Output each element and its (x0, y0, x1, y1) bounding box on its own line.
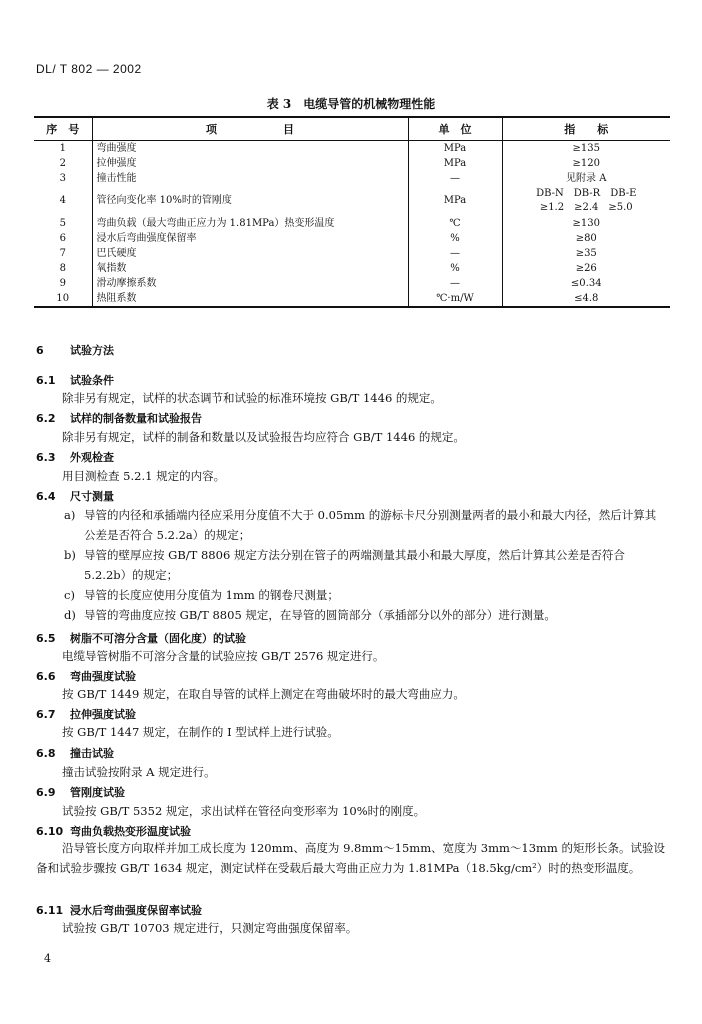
list-item (64, 605, 664, 625)
section-number: 6.8 (36, 747, 56, 760)
cell-no: 10 (34, 291, 92, 307)
section-title: 撞击试验 (70, 747, 114, 760)
cell-no: 2 (59, 158, 66, 169)
list-marker: a) (64, 508, 76, 522)
section-title: 试样的制备数量和试验报告 (70, 412, 202, 425)
section-6-5-heading (36, 630, 246, 646)
cell-item: 巴氏硬度 (92, 246, 408, 261)
table-row (34, 156, 670, 171)
section-6-2-heading (36, 410, 202, 426)
cell-unit: MPa (408, 141, 502, 157)
cell-no: 1 (59, 143, 66, 154)
cell-no: 4 (59, 195, 66, 206)
table-header-row (34, 117, 670, 141)
cell-spec: ≥26 (502, 261, 670, 276)
cell-spec: ≥120 (502, 156, 670, 171)
cell-unit: MPa (408, 186, 502, 216)
section-title: 弯曲强度试验 (70, 670, 136, 683)
section-number: 6.6 (36, 670, 56, 683)
section-title: 树脂不可溶分含量（固化度）的试验 (70, 632, 246, 645)
section-6-10-heading (36, 823, 191, 839)
section-title: 浸水后弯曲强度保留率试验 (70, 904, 202, 917)
list-marker: b) (64, 548, 76, 562)
table-row (34, 261, 670, 276)
section-number: 6.11 (36, 904, 64, 917)
cell-unit: — (408, 246, 502, 261)
header-spec: 指 标 (502, 117, 670, 141)
cell-no: 7 (59, 248, 66, 259)
list-marker: c) (64, 588, 75, 602)
cell-spec (502, 186, 670, 216)
cell-spec: ≤4.8 (502, 291, 670, 307)
section-6-4-heading (36, 488, 114, 504)
section-title: 拉伸强度试验 (70, 708, 136, 721)
cell-spec: ≥135 (502, 141, 670, 157)
section-number: 6.9 (36, 786, 56, 799)
section-6-11-heading (36, 902, 202, 918)
spec-values: ≥1.2 ≥2.4 ≥5.0 (539, 202, 633, 213)
page-number: 4 (44, 952, 51, 965)
section-title: 外观检查 (70, 451, 114, 464)
cell-unit: ℃·m/W (408, 291, 502, 307)
section-number: 6.3 (36, 451, 56, 464)
section-6-2-text: 除非另有规定，试样的制备和数量以及试验报告均应符合 GB/T 1446 的规定。 (62, 430, 465, 444)
table-row (34, 216, 670, 231)
section-6-11-text: 试验按 GB/T 10703 规定进行，只测定弯曲强度保留率。 (62, 921, 358, 935)
section-6-10-text: 沿导管长度方向取样并加工成长度为 120mm、高度为 9.8mm～15mm、宽度为 3mm～13mm 的矩形长条。试验设备和试验步骤按 GB/T 1634 规定，测定试样在受载后最大弯曲正应力为 1.81MPa（18.5kg/cm²）时的热变形温度。 (36, 841, 665, 875)
section-6-9-text: 试验按 GB/T 5352 规定，求出试样在管径向变形率为 10%时的刚度。 (62, 804, 426, 818)
section-6-9-heading (36, 784, 125, 800)
cell-spec: 见附录 A (502, 171, 670, 186)
section-6-5-text: 电缆导管树脂不可溶分含量的试验应按 GB/T 2576 规定进行。 (62, 649, 385, 663)
list-item (64, 585, 664, 605)
cell-item: 热阻系数 (92, 291, 408, 307)
cell-no: 3 (59, 173, 66, 184)
table-caption: 表 3 电缆导管的机械物理性能 (266, 97, 436, 111)
cell-item: 拉伸强度 (92, 156, 408, 171)
table-row (34, 291, 670, 307)
section-6-6-text: 按 GB/T 1449 规定，在取自导管的试样上测定在弯曲破坏时的最大弯曲应力。 (62, 687, 465, 701)
section-title: 试验条件 (70, 374, 114, 387)
cell-unit: ℃ (408, 216, 502, 231)
cell-no: 6 (59, 233, 66, 244)
table-row (34, 246, 670, 261)
spec-grades: DB-N DB-R DB-E (536, 188, 637, 199)
list-marker: d) (64, 608, 76, 622)
section-title: 试验方法 (70, 344, 114, 357)
section-6-3-heading (36, 449, 114, 465)
section-number: 6.2 (36, 412, 56, 425)
table-row (34, 231, 670, 246)
cell-spec: ≥35 (502, 246, 670, 261)
cell-item: 浸水后弯曲强度保留率 (92, 231, 408, 246)
section-6-8-heading (36, 745, 114, 761)
section-6-1-heading (36, 372, 114, 388)
section-number: 6 (36, 344, 44, 357)
section-number: 6.4 (36, 490, 56, 503)
section-6-heading (36, 342, 114, 358)
cell-item: 弯曲强度 (92, 141, 408, 157)
section-number: 6.10 (36, 825, 64, 838)
cell-no: 5 (59, 218, 66, 229)
cell-item: 滑动摩擦系数 (92, 276, 408, 291)
cell-unit: MPa (408, 156, 502, 171)
section-6-8-text: 撞击试验按附录 A 规定进行。 (62, 765, 216, 779)
cell-item: 弯曲负载（最大弯曲正应力为 1.81MPa）热变形温度 (92, 216, 408, 231)
cell-item: 管径向变化率 10%时的管刚度 (92, 186, 408, 216)
list-text: 导管的长度应使用分度值为 1mm 的钢卷尺测量； (84, 588, 339, 602)
cell-unit: % (408, 231, 502, 246)
list-text: 导管的弯曲度应按 GB/T 8805 规定，在导管的圆筒部分（承插部分以外的部分）进行测量。 (84, 608, 556, 622)
section-title: 管刚度试验 (70, 786, 125, 799)
section-title: 弯曲负载热变形温度试验 (70, 825, 191, 838)
section-title: 尺寸测量 (70, 490, 114, 503)
section-6-7-text: 按 GB/T 1447 规定，在制作的 I 型试样上进行试验。 (62, 725, 339, 739)
section-6-7-heading (36, 706, 136, 722)
header-unit: 单 位 (408, 117, 502, 141)
properties-table (34, 116, 670, 308)
cell-item: 氧指数 (92, 261, 408, 276)
list-text: 导管的内径和承插端内径应采用分度值不大于 0.05mm 的游标卡尺分别测量两者的最小和最大内径，然后计算其公差是否符合 5.2.2a）的规定； (84, 508, 657, 542)
table-row (34, 141, 670, 157)
list-text: 导管的壁厚应按 GB/T 8806 规定方法分别在管子的两端测量其最小和最大厚度，然后计算其公差是否符合 5.2.2b）的规定； (84, 548, 625, 582)
cell-spec: ≥130 (502, 216, 670, 231)
cell-no: 8 (59, 263, 66, 274)
section-6-6-heading (36, 668, 136, 684)
cell-unit: % (408, 261, 502, 276)
list-item (64, 505, 664, 545)
cell-unit: — (408, 276, 502, 291)
section-6-1-text: 除非另有规定，试样的状态调节和试验的标准环境按 GB/T 1446 的规定。 (62, 391, 442, 405)
standard-id: DL/ T 802 — 2002 (36, 62, 142, 76)
table-row (34, 186, 670, 216)
section-number: 6.1 (36, 374, 56, 387)
table-row (34, 276, 670, 291)
section-number: 6.7 (36, 708, 56, 721)
section-6-3-text: 用目测检查 5.2.1 规定的内容。 (62, 469, 226, 483)
list-item (64, 545, 664, 585)
header-item: 项 目 (92, 117, 408, 141)
cell-item: 撞击性能 (92, 171, 408, 186)
cell-spec: ≤0.34 (502, 276, 670, 291)
cell-spec: ≥80 (502, 231, 670, 246)
cell-no: 9 (59, 278, 66, 289)
section-number: 6.5 (36, 632, 56, 645)
cell-unit: — (408, 171, 502, 186)
table-row (34, 171, 670, 186)
header-no: 序 号 (34, 117, 92, 141)
